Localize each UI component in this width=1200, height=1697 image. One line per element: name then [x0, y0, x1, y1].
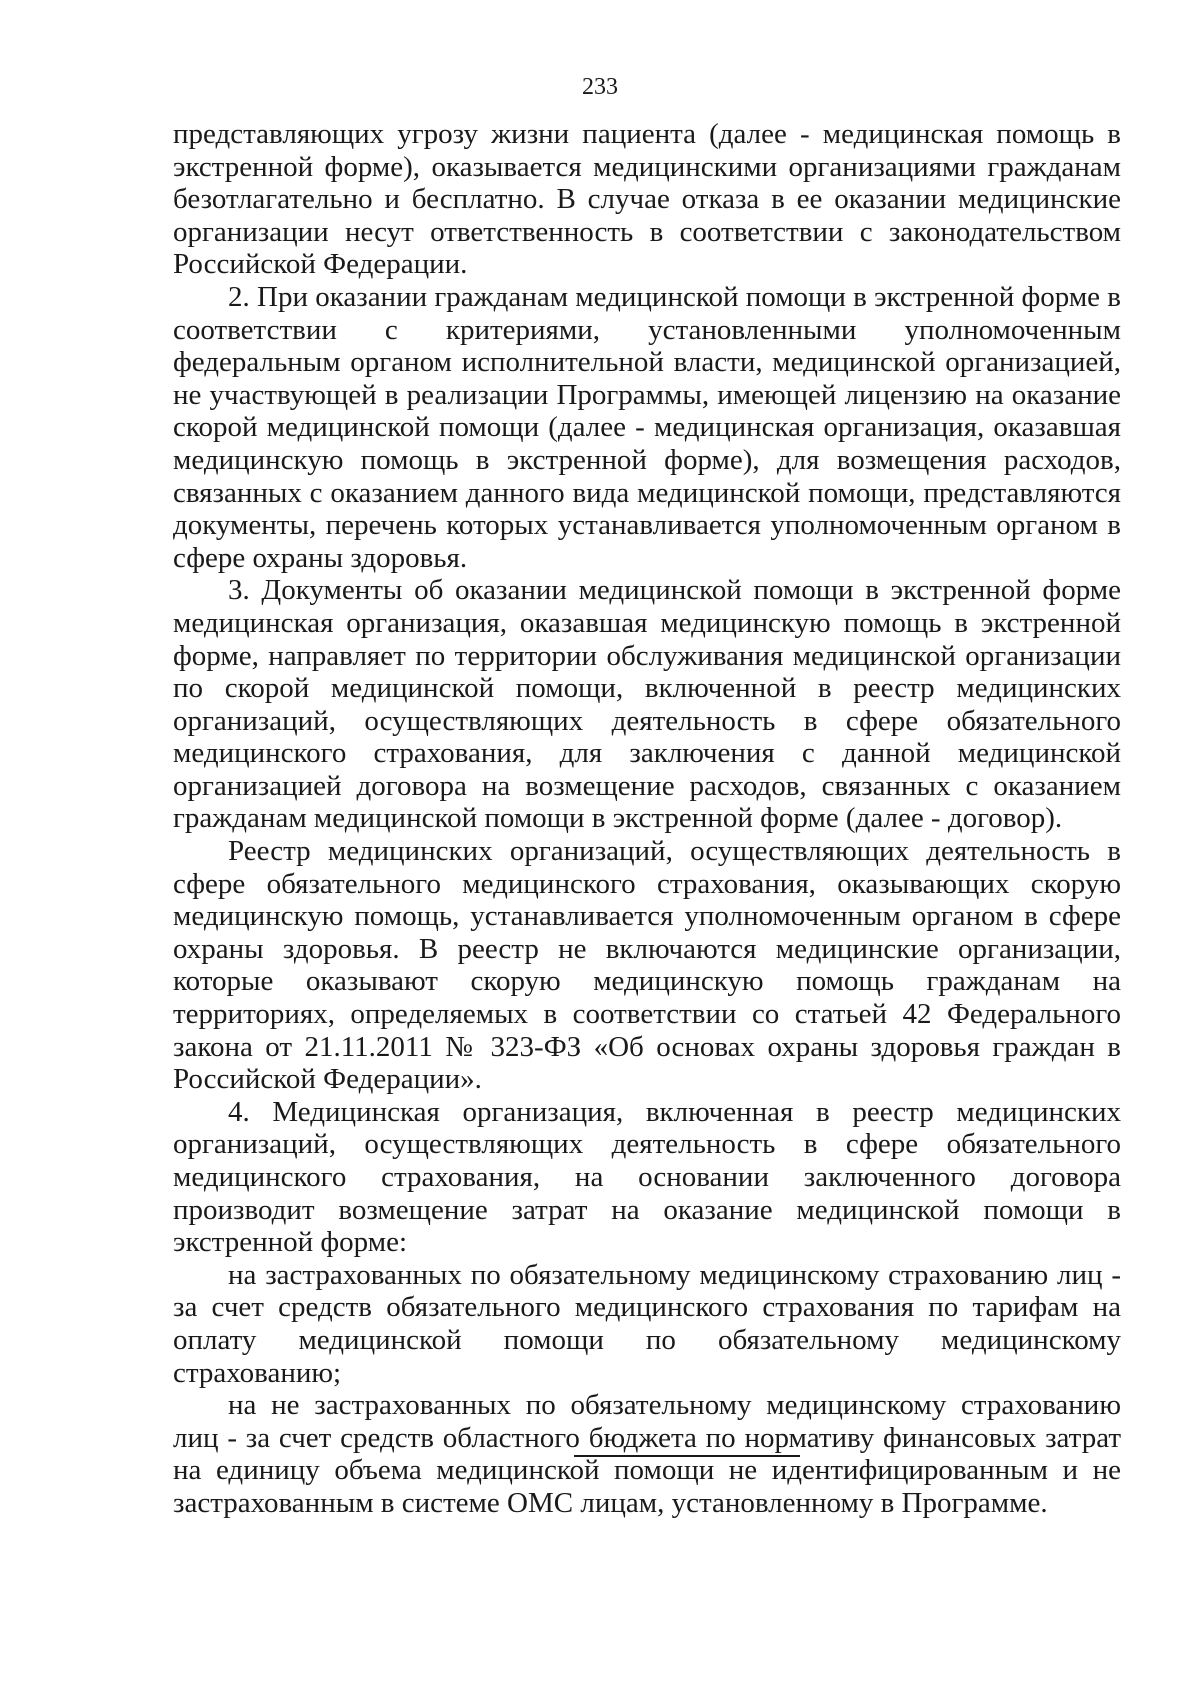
paragraph-uninsured: на не застрахованных по обязательному медицинскому страхованию лиц - за счет средств областного бюджета по нормативу финансовых затрат на единицу объема медицинской помощи не идентифицированным и не застрахованным в системе ОМС лицам, установленному в Программе.: [173, 1389, 1121, 1519]
paragraph-insured: на застрахованных по обязательному медицинскому страхованию лиц - за счет средств обязательного медицинского страхования по тарифам на оплату медицинской помощи по обязательному медицинскому страхованию;: [173, 1258, 1121, 1389]
page-number: 233: [582, 74, 618, 100]
paragraph-registry: Реестр медицинских организаций, осуществляющих деятельность в сфере обязательного медицинского страхования, оказывающих скорую медицинскую помощь, устанавливается уполномоченным органом в сфере охраны здоровья. В реестр не включаются медицинские организации, которые оказывают скорую медицинскую помощь гражданам на территориях, определяемых в соответствии со статьей 42 Федерального закона от 21.11.2011 № 323-ФЗ «Об основах охраны здоровья граждан в Российской Федерации».: [173, 835, 1121, 1096]
end-of-section-rule: [574, 1455, 800, 1457]
paragraph-item-3: 3. Документы об оказании медицинской помощи в экстренной форме медицинская организация, оказавшая медицинскую помощь в экстренной форме, направляет по территории обслуживания медицинской организации по скорой медицинской помощи, включенной в реестр медицинских организаций, осуществляющих деятельность в сфере обязательного медицинского страхования, для заключения с данной медицинской организацией договора на возмещение расходов, связанных с оказанием гражданам медицинской помощи в экстренной форме (далее - договор).: [173, 574, 1121, 835]
document-body: [173, 118, 1121, 1520]
paragraph-item-4: 4. Медицинская организация, включенная в реестр медицинских организаций, осуществляющих деятельность в сфере обязательного медицинского страхования, на основании заключенного договора производит возмещение затрат на оказание медицинской помощи в экстренной форме:: [173, 1095, 1121, 1259]
paragraph-item-2: 2. При оказании гражданам медицинской помощи в экстренной форме в соответствии с критериями, установленными уполномоченным федеральным органом исполнительной власти, медицинской организацией, не участвующей в реализации Программы, имеющей лицензию на оказание скорой медицинской помощи (далее - медицинская организация, оказавшая медицинскую помощь в экстренной форме), для возмещения расходов, связанных с оказанием данного вида медицинской помощи, представляются документы, перечень которых устанавливается уполномоченным органом в сфере охраны здоровья.: [173, 280, 1121, 574]
paragraph-continuation: представляющих угрозу жизни пациента (далее - медицинская помощь в экстренной форме), оказывается медицинскими организациями гражданам безотлагательно и бесплатно. В случае отказа в ее оказании медицинские организации несут ответственность в соответствии с законодательством Российской Федерации.: [173, 118, 1121, 281]
